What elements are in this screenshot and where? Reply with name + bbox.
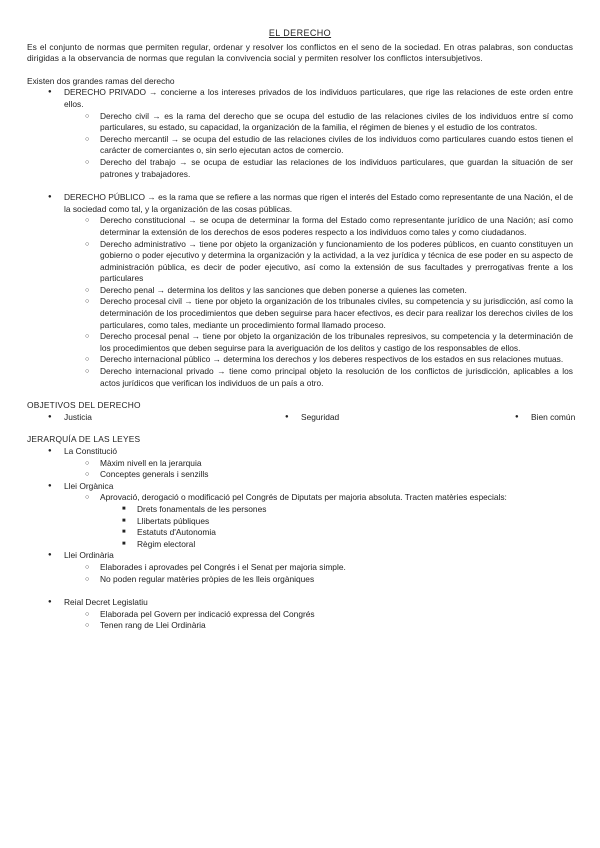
constitucio-label: La Constitució	[64, 446, 118, 456]
list-item: ○ Màxim nivell en la jerarquia	[27, 458, 573, 470]
list-item: ○ Derecho procesal penal → tiene por objeto la organización de los tribunales represivos, su competencia y la determinación de los procedimientos que deben seguirse para la averiguación de los delitos y castigo de los responsables de ellos.	[27, 331, 573, 354]
publico-sublist	[64, 215, 573, 389]
decret-sublist	[64, 609, 573, 632]
list-item: ○ Elaborades i aprovades pel Congrés i el Senat per majoria simple.	[27, 562, 573, 574]
list-item: ○ Derecho administrativo → tiene por objeto la organización y funcionamiento de los poderes públicos, en cuanto constituyen un gobierno o poder ejecutivo y determina la organización y la actividad, a la vez jurídica y técnica de ese poder en su aspecto de administración pública, es decir de poder ejecutivo, así como la extensión de sus facultades y prerrogativas frente a los particulares	[27, 239, 573, 285]
organica-label: Llei Orgànica	[64, 480, 114, 491]
constitucio-sublist	[64, 458, 573, 481]
page-title: EL DERECHO	[268, 28, 332, 38]
organica-materies	[100, 504, 573, 550]
list-item: ■ Estatuts d'Autonomia	[27, 527, 573, 539]
list-item-decret	[27, 597, 573, 632]
list-item: ○ Derecho penal → determina los delitos y las sanciones que deben ponerse a quienes las cometen.	[27, 285, 573, 297]
objetivo-bien-comun: ● Bien común	[494, 412, 600, 424]
list-item-organica	[27, 481, 573, 551]
ordinaria-sublist	[64, 562, 573, 585]
list-item: ■ Llibertats públiques	[27, 516, 573, 528]
objetivos-heading: OBJETIVOS DEL DERECHO	[27, 400, 141, 411]
list-item: ○ Derecho del trabajo → se ocupa de estudiar las relaciones de los individuos particulares, que guardan la situación de ser patrones y trabajadores.	[27, 157, 573, 180]
list-item: ■ Règim electoral	[27, 539, 573, 551]
privado-sublist	[64, 111, 573, 181]
list-item: ○ Derecho constitucional → se ocupa de determinar la forma del Estado como representante jurídico de una Nación; así como determinar la extensión de los derechos de esos poderes respecto a los individuos como tales y como ciudadanos.	[27, 215, 573, 238]
list-item: ○ Tenen rang de Llei Ordinària	[27, 620, 573, 632]
organica-desc: Aprovació, derogació o modificació pel Congrés de Diputats per majoria absoluta. Tracten matèries especials:	[100, 492, 507, 503]
list-item: ○ No poden regular matèries pròpies de les lleis orgàniques	[27, 574, 573, 586]
list-item: ○ Derecho mercantil → se ocupa del estudio de las relaciones civiles de los individuos como particulares cuando estos tienen el carácter de comerciantes o, sin serlo ejecutan actos de comercio.	[27, 134, 573, 157]
derecho-publico-text: DERECHO PÚBLICO → es la rama que se refiere a las normas que rigen el interés del Estado como representante de una Nación, el de la sociedad como tal, y la organización de las cosas públicas.	[64, 192, 573, 214]
list-item-derecho-publico	[27, 192, 573, 389]
ordinaria-label: Llei Ordinària	[64, 550, 114, 561]
list-item-derecho-privado	[27, 87, 573, 180]
derecho-privado-text: DERECHO PRIVADO → concierne a los intereses privados de los individuos particulares, que rige las relaciones de este orden entre ellos.	[64, 87, 573, 109]
objetivo-seguridad: ● Seguridad	[264, 412, 494, 424]
list-item-ordinaria	[27, 550, 573, 585]
organica-sublist	[64, 492, 573, 550]
list-item: ○ Derecho procesal civil → tiene por objeto la organización de los tribunales civiles, su competencia y su jurisdicción, así como la determinación de los procedimientos que deben seguirse para hacer efectivos, es decir para realizar los derechos civiles de los particulares, como tales, mediante un procedimiento formal llamado proceso.	[27, 296, 573, 331]
ramas-list	[27, 87, 573, 389]
ramas-intro: Existen dos grandes ramas del derecho	[27, 75, 175, 86]
objetivos-list	[27, 411, 576, 424]
list-item: ○ Elaborada pel Govern per indicació expressa del Congrés	[27, 609, 573, 621]
objetivo-justicia: ● Justicia	[27, 412, 264, 424]
jerarquia-heading: JERARQUÍA DE LAS LEYES	[27, 434, 141, 445]
jerarquia-list	[27, 446, 573, 632]
decret-label: Reial Decret Legislatiu	[64, 597, 148, 608]
list-item-constitucio	[27, 446, 573, 481]
list-item: ○ Derecho internacional público → determina los derechos y los deberes respectivos de los estados en sus relaciones mutuas.	[27, 354, 573, 366]
list-item: ○ Derecho civil → es la rama del derecho que se ocupa del estudio de las relaciones civiles de los individuos entre sí como particulares, su estado, su capacidad, la organización de la familia, el régimen de bienes y el estudio de los contratos.	[27, 111, 573, 134]
list-item: ■ Drets fonamentals de les persones	[27, 504, 573, 516]
list-item	[27, 492, 573, 550]
list-item: ○ Conceptes generals i senzills	[27, 469, 573, 481]
list-item: ○ Derecho internacional privado → tiene como principal objeto la resolución de los conflictos de jurisdicción, aplicables a los actos jurídicos que verifican los individuos de un país a otro.	[27, 366, 573, 389]
intro-paragraph: Es el conjunto de normas que permiten regular, ordenar y resolver los conflictos en el seno de la sociedad. En otras palabras, son conductas dirigidas a la observancia de normas que regulan la convivencia social y permiten resolver los conflictos intersubjetivos.	[27, 41, 573, 64]
